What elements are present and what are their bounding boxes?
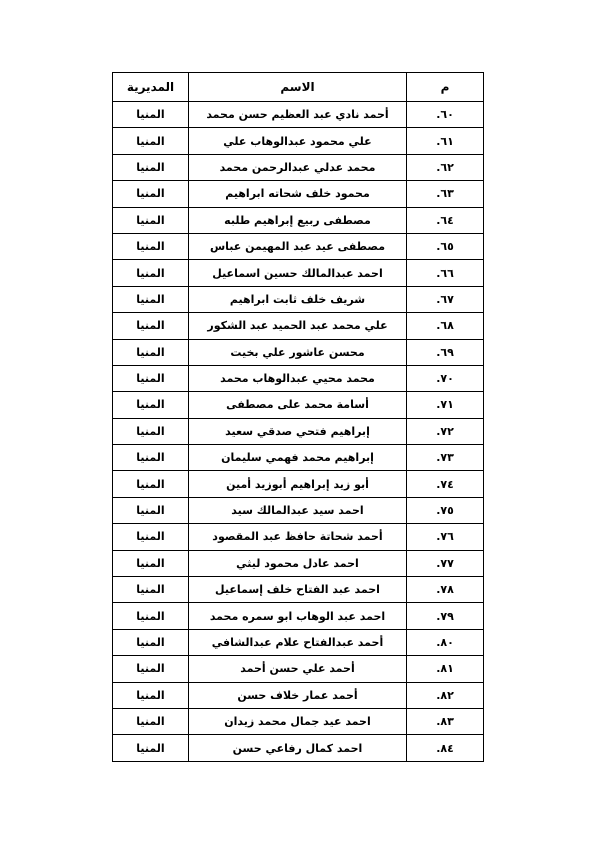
cell-directorate: المنيا: [113, 471, 189, 497]
table-row: [113, 418, 484, 444]
cell-name: احمد عبد الفتاح خلف إسماعيل: [189, 577, 407, 603]
cell-directorate: المنيا: [113, 577, 189, 603]
cell-number: ٦٠.: [407, 102, 484, 128]
cell-name: أحمد نادي عبد العظيم حسن محمد: [189, 102, 407, 128]
cell-name: علي محمود عبدالوهاب علي: [189, 128, 407, 154]
header-row: [113, 73, 484, 102]
table-row: [113, 102, 484, 128]
cell-name: محمد محيي عبدالوهاب محمد: [189, 365, 407, 391]
cell-directorate: المنيا: [113, 313, 189, 339]
cell-number: ٧٩.: [407, 603, 484, 629]
cell-number: ٦٢.: [407, 154, 484, 180]
cell-number: ٨٠.: [407, 629, 484, 655]
cell-directorate: المنيا: [113, 603, 189, 629]
cell-name: احمد عيد جمال محمد زيدان: [189, 708, 407, 734]
cell-number: ٦٤.: [407, 207, 484, 233]
cell-directorate: المنيا: [113, 497, 189, 523]
cell-name: أحمد عمار خلاف حسن: [189, 682, 407, 708]
table-row: [113, 445, 484, 471]
cell-name: أحمد عبدالفتاح علام عبدالشافي: [189, 629, 407, 655]
cell-name: احمد كمال رفاعي حسن: [189, 735, 407, 761]
table-row: [113, 629, 484, 655]
cell-directorate: المنيا: [113, 735, 189, 761]
cell-directorate: المنيا: [113, 708, 189, 734]
cell-name: شريف خلف ثابت ابراهيم: [189, 286, 407, 312]
table-row: [113, 524, 484, 550]
table-row: [113, 682, 484, 708]
cell-number: ٧٤.: [407, 471, 484, 497]
cell-directorate: المنيا: [113, 181, 189, 207]
cell-number: ٦٥.: [407, 233, 484, 259]
table-row: [113, 207, 484, 233]
cell-number: ٨٣.: [407, 708, 484, 734]
table-row: [113, 735, 484, 761]
table-row: [113, 260, 484, 286]
table-row: [113, 471, 484, 497]
cell-name: إبراهيم فتحي صدقي سعيد: [189, 418, 407, 444]
cell-directorate: المنيا: [113, 656, 189, 682]
cell-directorate: المنيا: [113, 260, 189, 286]
cell-name: أحمد شحاتة حافظ عبد المقصود: [189, 524, 407, 550]
cell-number: ٨٤.: [407, 735, 484, 761]
cell-number: ٧٢.: [407, 418, 484, 444]
header-name: الاسم: [189, 73, 407, 102]
cell-number: ٦٦.: [407, 260, 484, 286]
cell-directorate: المنيا: [113, 154, 189, 180]
cell-directorate: المنيا: [113, 682, 189, 708]
table-row: [113, 233, 484, 259]
header-directorate: المديرية: [113, 73, 189, 102]
cell-directorate: المنيا: [113, 629, 189, 655]
cell-name: محمد عدلي عبدالرحمن محمد: [189, 154, 407, 180]
table-row: [113, 365, 484, 391]
cell-name: محمود خلف شحاته ابراهيم: [189, 181, 407, 207]
cell-name: محسن عاشور علي بخيت: [189, 339, 407, 365]
cell-number: ٧١.: [407, 392, 484, 418]
cell-name: احمد عبدالمالك حسين اسماعيل: [189, 260, 407, 286]
roster-table: [112, 72, 484, 762]
cell-name: علي محمد عبد الحميد عبد الشكور: [189, 313, 407, 339]
table-row: [113, 339, 484, 365]
cell-directorate: المنيا: [113, 207, 189, 233]
cell-directorate: المنيا: [113, 365, 189, 391]
cell-name: مصطفى عيد عبد المهيمن عباس: [189, 233, 407, 259]
cell-directorate: المنيا: [113, 418, 189, 444]
cell-number: ٧٠.: [407, 365, 484, 391]
cell-number: ٦٩.: [407, 339, 484, 365]
cell-name: أحمد علي حسن أحمد: [189, 656, 407, 682]
header-number: م: [407, 73, 484, 102]
cell-number: ٦١.: [407, 128, 484, 154]
cell-number: ٧٨.: [407, 577, 484, 603]
table-row: [113, 708, 484, 734]
cell-number: ٧٥.: [407, 497, 484, 523]
cell-directorate: المنيا: [113, 524, 189, 550]
cell-name: احمد عبد الوهاب ابو سمره محمد: [189, 603, 407, 629]
cell-number: ٦٧.: [407, 286, 484, 312]
cell-directorate: المنيا: [113, 339, 189, 365]
table-body: [113, 102, 484, 762]
cell-number: ٨٢.: [407, 682, 484, 708]
table-row: [113, 603, 484, 629]
cell-directorate: المنيا: [113, 286, 189, 312]
cell-number: ٧٣.: [407, 445, 484, 471]
cell-name: أسامة محمد على مصطفى: [189, 392, 407, 418]
cell-directorate: المنيا: [113, 128, 189, 154]
table-row: [113, 656, 484, 682]
cell-name: أبو زيد إبراهيم أبوزيد أمين: [189, 471, 407, 497]
table-row: [113, 154, 484, 180]
cell-number: ٦٣.: [407, 181, 484, 207]
table-row: [113, 497, 484, 523]
table-header: [113, 73, 484, 102]
cell-name: احمد سيد عبدالمالك سيد: [189, 497, 407, 523]
table-row: [113, 313, 484, 339]
cell-name: إبراهيم محمد فهمي سليمان: [189, 445, 407, 471]
cell-number: ٦٨.: [407, 313, 484, 339]
cell-number: ٨١.: [407, 656, 484, 682]
table-row: [113, 286, 484, 312]
cell-directorate: المنيا: [113, 445, 189, 471]
cell-directorate: المنيا: [113, 233, 189, 259]
cell-number: ٧٦.: [407, 524, 484, 550]
cell-directorate: المنيا: [113, 392, 189, 418]
cell-directorate: المنيا: [113, 102, 189, 128]
table-row: [113, 577, 484, 603]
table-row: [113, 550, 484, 576]
table-row: [113, 128, 484, 154]
cell-name: احمد عادل محمود ليثي: [189, 550, 407, 576]
table-row: [113, 181, 484, 207]
cell-number: ٧٧.: [407, 550, 484, 576]
table-row: [113, 392, 484, 418]
cell-directorate: المنيا: [113, 550, 189, 576]
cell-name: مصطفى ربيع إبراهيم طلبه: [189, 207, 407, 233]
